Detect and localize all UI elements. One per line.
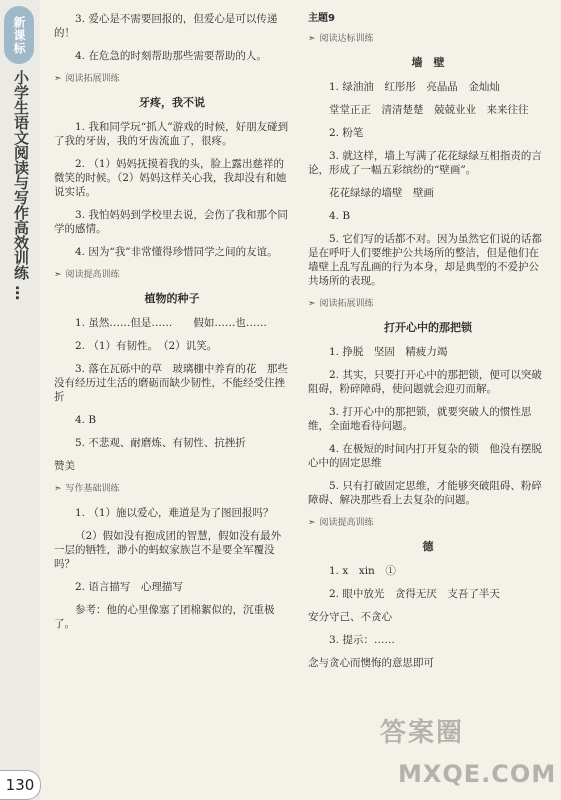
answer-line: 赞美 [54, 460, 75, 472]
series-badge: 新课标 [4, 6, 34, 64]
passage-title: 植物的种子 [144, 292, 200, 305]
section-heading-text: 写作基础训练 [65, 484, 120, 494]
book-spine [0, 0, 40, 800]
section-heading-text: 阅读拓展训练 [65, 74, 120, 84]
page-number: 130 [0, 770, 41, 800]
passage-title: 打开心中的那把锁 [384, 321, 472, 334]
section-heading [308, 32, 548, 46]
passage-title: 墙 壁 [411, 56, 445, 69]
section-heading [54, 482, 290, 496]
answer-line: （2）假如没有抱成团的智慧，假如没有最外一层的牺牲，渺小的蚂蚁家族岂不是要全军覆没吗？ [54, 530, 282, 570]
answer-line: 1. x xin ① [329, 565, 396, 577]
section-arrow-icon: ➣ [308, 34, 316, 44]
answer-line: 3. 打开心中的那把锁，就要突破人的惯性思维，全面地看待问题。 [308, 406, 532, 432]
answer-line: 3. 爱心是不需要回报的，但爱心是可以传递的！ [54, 13, 278, 39]
answer-line: 5. 它们写的话都不对。因为虽然它们说的话都是在呼吁人们要维护公共场所的整洁，但是他们在墙壁上乱写乱画的行为本身，却是典型的不爱护公共场所的表现。 [308, 233, 542, 287]
answer-line: 堂堂正正 清清楚楚 兢兢业业 来来往往 [329, 104, 529, 116]
section-arrow-icon: ➣ [308, 299, 316, 309]
answer-line: 参考：他的心里像塞了团棉絮似的，沉重极了。 [54, 604, 275, 630]
passage-title: 德 [422, 540, 434, 553]
left-column [54, 12, 290, 640]
section-heading-text: 阅读提高训练 [65, 270, 120, 280]
answer-line: 3. 就这样，墙上写满了花花绿绿互相指责的言论，形成了一幅五彩缤纷的“壁画”。 [308, 150, 542, 176]
section-arrow-icon: ➣ [54, 270, 62, 280]
watermark-url: MXQE.COM [398, 760, 557, 788]
answer-line: 2. （1）妈妈抚摸着我的头，脸上露出慈祥的微笑的时候。（2）妈妈这样关心我，我却没有和她说实话。 [54, 158, 287, 198]
answer-line: 1. （1）施以爱心，难道是为了图回报吗？ [75, 507, 274, 519]
section-arrow-icon: ➣ [54, 484, 62, 494]
answer-line: 2. 语言描写 心理描写 [75, 581, 183, 593]
answer-line: 3. 落在瓦砾中的草 玻璃棚中养育的花 那些没有经历过生活的磨砺而缺少韧性，不能经受住挫折 [54, 363, 288, 403]
answer-line: 4. B [75, 414, 97, 426]
section-arrow-icon: ➣ [308, 518, 316, 528]
answer-line: 5. 不悲观、耐磨炼、有韧性、抗挫折 [75, 437, 246, 449]
answer-line: 1. 我和同学玩“抓人”游戏的时候，好朋友碰到了我的牙齿，我的牙齿流血了，很疼。 [54, 121, 289, 147]
section-heading [54, 268, 290, 282]
answer-line: 安分守己、不贪心 [308, 611, 392, 623]
answer-line: 3. 提示：…… [329, 634, 395, 646]
answer-line: 花花绿绿的墙壁 壁画 [329, 187, 434, 199]
answer-line: 2. （1）有韧性。 （2）讥笑。 [75, 340, 218, 352]
answer-line: 1. 挣脱 坚固 精疲力竭 [329, 346, 448, 358]
answer-line: 4. B [329, 210, 351, 222]
section-arrow-icon: ➣ [54, 74, 62, 84]
theme-heading: 主题9 [308, 13, 335, 24]
answer-line: 4. 在危急的时刻帮助那些需要帮助的人。 [75, 50, 267, 62]
series-title: 小学生语文阅读与写作高效训练 … [12, 70, 30, 301]
section-heading-text: 阅读提高训练 [319, 518, 374, 528]
right-column [308, 12, 548, 679]
answer-line: 4. 在极短的时间内打开复杂的锁 他没有摆脱心中的固定思维 [308, 443, 542, 469]
section-heading [308, 297, 548, 311]
answer-line: 2. 粉笔 [329, 127, 364, 139]
watermark-logo: 答案圈 [380, 718, 465, 748]
answer-line: 2. 眼中放光 贪得无厌 支吾了半天 [329, 588, 500, 600]
answer-line: 4. 因为“我”非常懂得珍惜同学之间的友谊。 [75, 246, 278, 258]
passage-title: 牙疼，我不说 [139, 96, 205, 109]
answer-line: 3. 我怕妈妈到学校里去说，会伤了我和那个同学的感情。 [54, 209, 288, 235]
section-heading-text: 阅读拓展训练 [319, 299, 374, 309]
answer-line: 1. 虽然……但是…… 假如……也…… [75, 317, 267, 329]
section-heading [308, 516, 548, 530]
answer-line: 2. 其实，只要打开心中的那把锁，便可以突破阻碍，粉碎障碍，使问题就会迎刃而解。 [308, 369, 542, 395]
answer-line: 念与贪心而懊悔的意思即可 [308, 657, 434, 669]
section-heading-text: 阅读达标训练 [319, 34, 374, 44]
answer-line: 5. 只有打破固定思维，才能够突破阻碍、粉碎障碍、解决那些看上去复杂的问题。 [308, 480, 542, 506]
section-heading [54, 72, 290, 86]
answer-line: 1. 绿油油 红彤彤 亮晶晶 金灿灿 [329, 81, 500, 93]
